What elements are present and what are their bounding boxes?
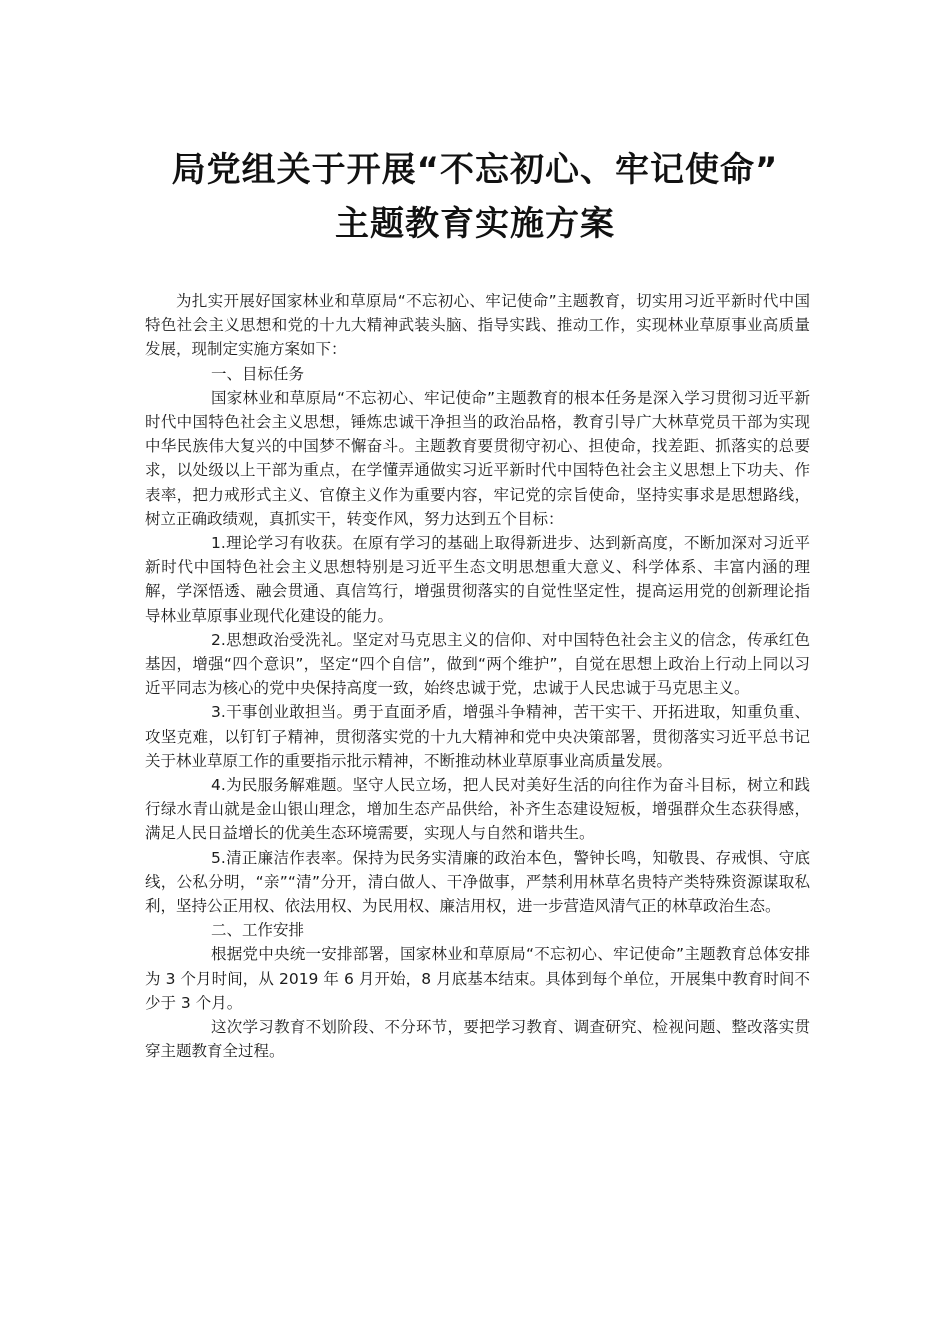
goal-item: 2.思想政治受洗礼。坚定对马克思主义的信仰、对中国特色社会主义的信念，传承红色基因，增强“四个意识”，坚定“四个自信”，做到“两个维护”，自觉在思想上政治上行动上同以习近平同志为核心的党中央保持高度一致，始终忠诚于党，忠诚于人民忠诚于马克思主义。 xyxy=(145,630,810,698)
goal-item: 5.清正廉洁作表率。保持为民务实清廉的政治本色，警钟长鸣，知敬畏、存戒惧、守底线，公私分明，“亲”“清”分开，清白做人、干净做事，严禁利用林草名贵特产类特殊资源谋取私利，坚持公正用权、依法用权、为民用权、廉洁用权，进一步营造风清气正的林草政治生态。 xyxy=(145,848,810,916)
goal-item: 3.干事创业敢担当。勇于直面矛盾，增强斗争精神，苦干实干、开拓进取，知重负重、攻坚克难，以钉钉子精神，贯彻落实党的十九大精神和党中央决策部署，贯彻落实习近平总书记关于林业草原工作的重要指示批示精神，不断推动林业草原事业高质量发展。 xyxy=(145,703,810,770)
document-title-line-1: 局党组关于开展“不忘初心、牢记使命” xyxy=(171,150,779,190)
section-paragraph-goals: 国家林业和草原局“不忘初心、牢记使命”主题教育的根本任务是深入学习贯彻习近平新时代中国特色社会主义思想，锤炼忠诚干净担当的政治品格，教育引导广大林草党员干部为实现中华民族伟大复兴的中国梦不懈奋斗。主题教育要贯彻守初心、担使命，找差距、抓落实的总要求，以处级以上干部为重点，在学懂弄通做实习近平新时代中国特色社会主义思想上下功夫、作表率，把力戒形式主义、官僚主义作为重要内容，牢记党的宗旨使命，坚持实事求是思想路线，树立正确政绩观，真抓实干，转变作风，努力达到五个目标： xyxy=(145,388,810,528)
intro-paragraph: 为扎实开展好国家林业和草原局“不忘初心、牢记使命”主题教育，切实用习近平新时代中国特色社会主义思想和党的十九大精神武装头脑、指导实践、推动工作，实现林业草原事业高质量发展，现制定实施方案如下： xyxy=(145,292,810,359)
section-heading-schedule: 二、工作安排 xyxy=(211,921,305,940)
document-title-line-2: 主题教育实施方案 xyxy=(335,204,615,244)
section-heading-goals: 一、目标任务 xyxy=(211,364,305,383)
schedule-paragraph: 这次学习教育不划阶段、不分环节，要把学习教育、调查研究、检视问题、整改落实贯穿主题教育全过程。 xyxy=(145,1018,810,1061)
goal-item: 1.理论学习有收获。在原有学习的基础上取得新进步、达到新高度，不断加深对习近平新时代中国特色社会主义思想特别是习近平生态文明思想重大意义、科学体系、丰富内涵的理解，学深悟透、融会贯通、真信笃行，增强贯彻落实的自觉性坚定性，提高运用党的创新理论指导林业草原事业现代化建设的能力。 xyxy=(145,534,810,625)
goal-item: 4.为民服务解难题。坚守人民立场，把人民对美好生活的向往作为奋斗目标，树立和践行绿水青山就是金山银山理念，增加生态产品供给，补齐生态建设短板，增强群众生态获得感，满足人民日益增长的优美生态环境需要，实现人与自然和谐共生。 xyxy=(145,776,810,843)
document-body xyxy=(145,289,810,1064)
schedule-paragraph: 根据党中央统一安排部署，国家林业和草原局“不忘初心、牢记使命”主题教育总体安排为 3 个月时间，从 2019 年 6 月开始，8 月底基本结束。具体到每个单位，开展集中教育时间不少于 3 个月。 xyxy=(145,945,810,1012)
